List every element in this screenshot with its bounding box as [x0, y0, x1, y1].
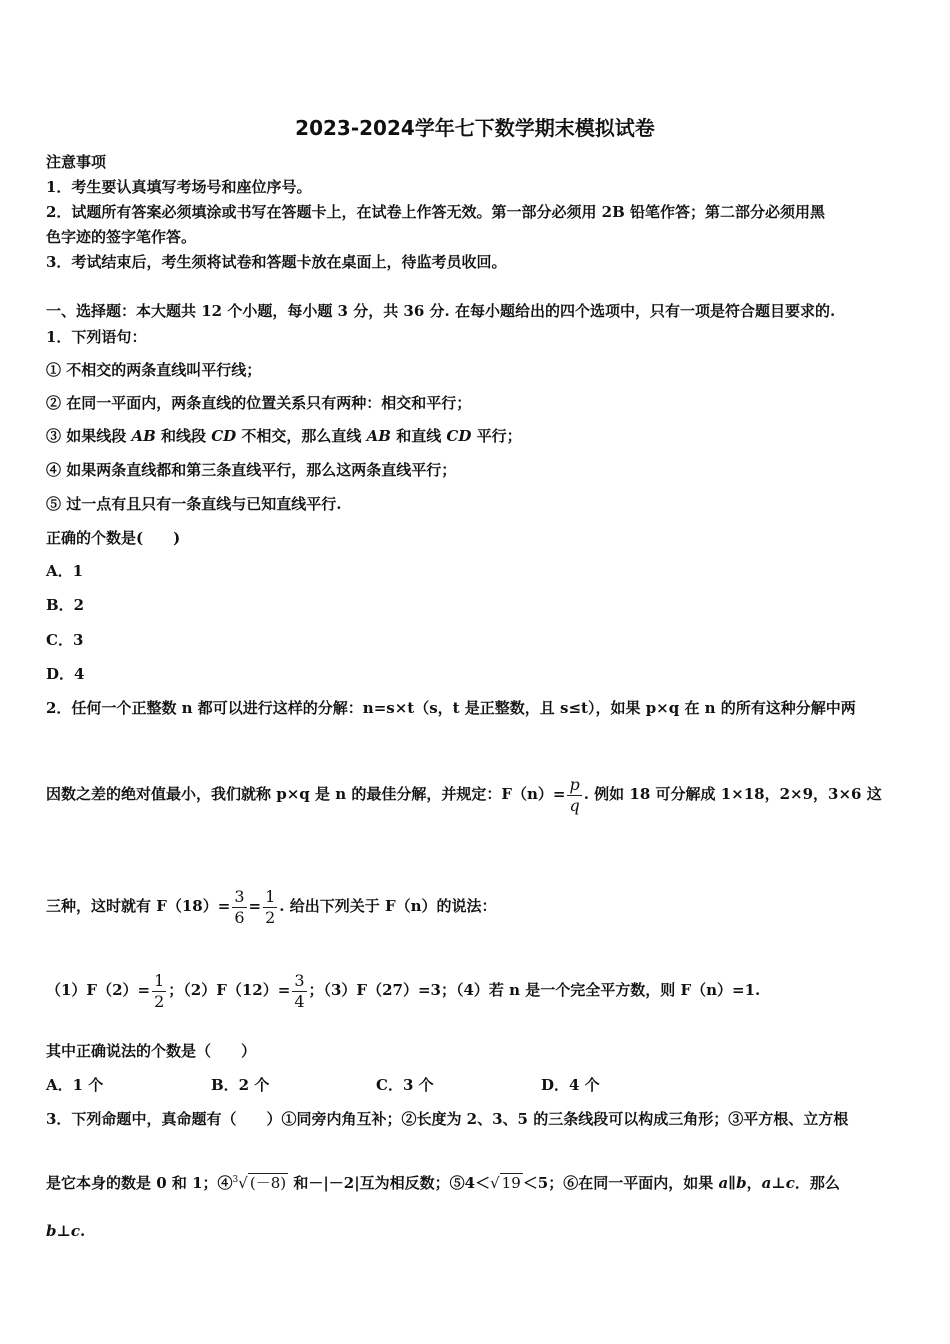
- q1-statement-5: ⑤ 过一点有且只有一条直线与已知直线平行.: [46, 495, 342, 513]
- q2-line-4: （1）F（2）= $\frac{1}{2}$ ；（2）F（12）= $\frac{3}{4}$ ；（3）F（27）=3；（4）若 n 是一个完全平方数，则 F（n）=1.: [46, 970, 761, 1011]
- q3-line-1: 3．下列命题中，真命题有（ ）①同旁内角互补；②长度为 2、3、5 的三条线段可以构成三角形；③平方根、立方根: [46, 1110, 849, 1128]
- notice-heading: 注意事项: [46, 153, 107, 171]
- notice-item-2: 2．试题所有答案必须填涂或书写在答题卡上，在试卷上作答无效。第一部分必须用 2B 铅笔作答；第二部分必须用黑: [46, 203, 826, 221]
- notice-item-3: 3．考试结束后，考生须将试卷和答题卡放在桌面上，待监考员收回。: [46, 253, 507, 271]
- notice-item-2-cont: 色字迹的签字笔作答。: [46, 228, 197, 246]
- q1-statement-3: ③ 如果线段 AB 和线段 CD 不相交，那么直线 AB 和直线 CD 平行；: [46, 427, 522, 445]
- q2-options-row: [46, 1075, 600, 1095]
- q2-option-a[interactable]: A．1 个: [46, 1076, 104, 1094]
- q2-question: 其中正确说法的个数是（ ）: [46, 1042, 257, 1060]
- q2-option-c[interactable]: C．3 个: [376, 1076, 434, 1094]
- q2-option-d[interactable]: D．4 个: [541, 1076, 600, 1094]
- fraction-p-over-q: $\frac{p}{q}$: [569, 774, 580, 815]
- section-heading: 一、选择题：本大题共 12 个小题，每小题 3 分，共 36 分. 在每小题给出的四个选项中，只有一项是符合题目要求的.: [46, 302, 836, 320]
- q1-statement-2: ② 在同一平面内，两条直线的位置关系只有两种：相交和平行；: [46, 394, 472, 412]
- q2-line-3: 三种，这时就有 F（18）= $\frac{3}{6}$ = $\frac{1}{2}$ . 给出下列关于 F（n）的说法：: [46, 886, 497, 927]
- q1-option-d[interactable]: D．4: [46, 665, 85, 683]
- q1-option-c[interactable]: C．3: [46, 631, 84, 649]
- q1-question: 正确的个数是( ): [46, 529, 181, 547]
- q2-line-1: 2．任何一个正整数 n 都可以进行这样的分解：n=s×t（s，t 是正整数，且 s≤t），如果 p×q 在 n 的所有这种分解中两: [46, 699, 856, 717]
- notice-item-1: 1．考生要认真填写考场号和座位序号。: [46, 178, 312, 196]
- fraction-1-over-2: $\frac{1}{2}$: [265, 886, 276, 927]
- fraction-3-over-6: $\frac{3}{6}$: [234, 886, 245, 927]
- cube-root-expression: $^3$√ (－8): [232, 1174, 287, 1192]
- fraction-f12: $\frac{3}{4}$: [294, 970, 305, 1011]
- q2-option-b[interactable]: B．2 个: [211, 1076, 270, 1094]
- square-root-expression: √ 19: [490, 1174, 521, 1192]
- q1-stem: 1．下列语句：: [46, 328, 147, 346]
- q1-statement-4: ④ 如果两条直线都和第三条直线平行，那么这两条直线平行；: [46, 461, 457, 479]
- q1-option-b[interactable]: B．2: [46, 596, 85, 614]
- q3-line-3: b⊥c.: [46, 1222, 86, 1240]
- q3-line-2: 是它本身的数是 0 和 1；④$^3$√ (－8) 和－|－2|互为相反数；⑤4＜√ 19 ＜5；⑥在同一平面内，如果 a∥b，a⊥c．那么: [46, 1174, 840, 1192]
- fraction-f2: $\frac{1}{2}$: [154, 970, 165, 1011]
- q1-option-a[interactable]: A．1: [46, 562, 84, 580]
- page-title: 2023-2024学年七下数学期末模拟试卷: [295, 116, 655, 140]
- q1-statement-1: ① 不相交的两条直线叫平行线；: [46, 361, 262, 379]
- q2-line-2: 因数之差的绝对值最小，我们就称 p×q 是 n 的最佳分解，并规定：F（n）= $\frac{p}{q}$ . 例如 18 可分解成 1×18，2×9，3×6 这: [46, 774, 882, 815]
